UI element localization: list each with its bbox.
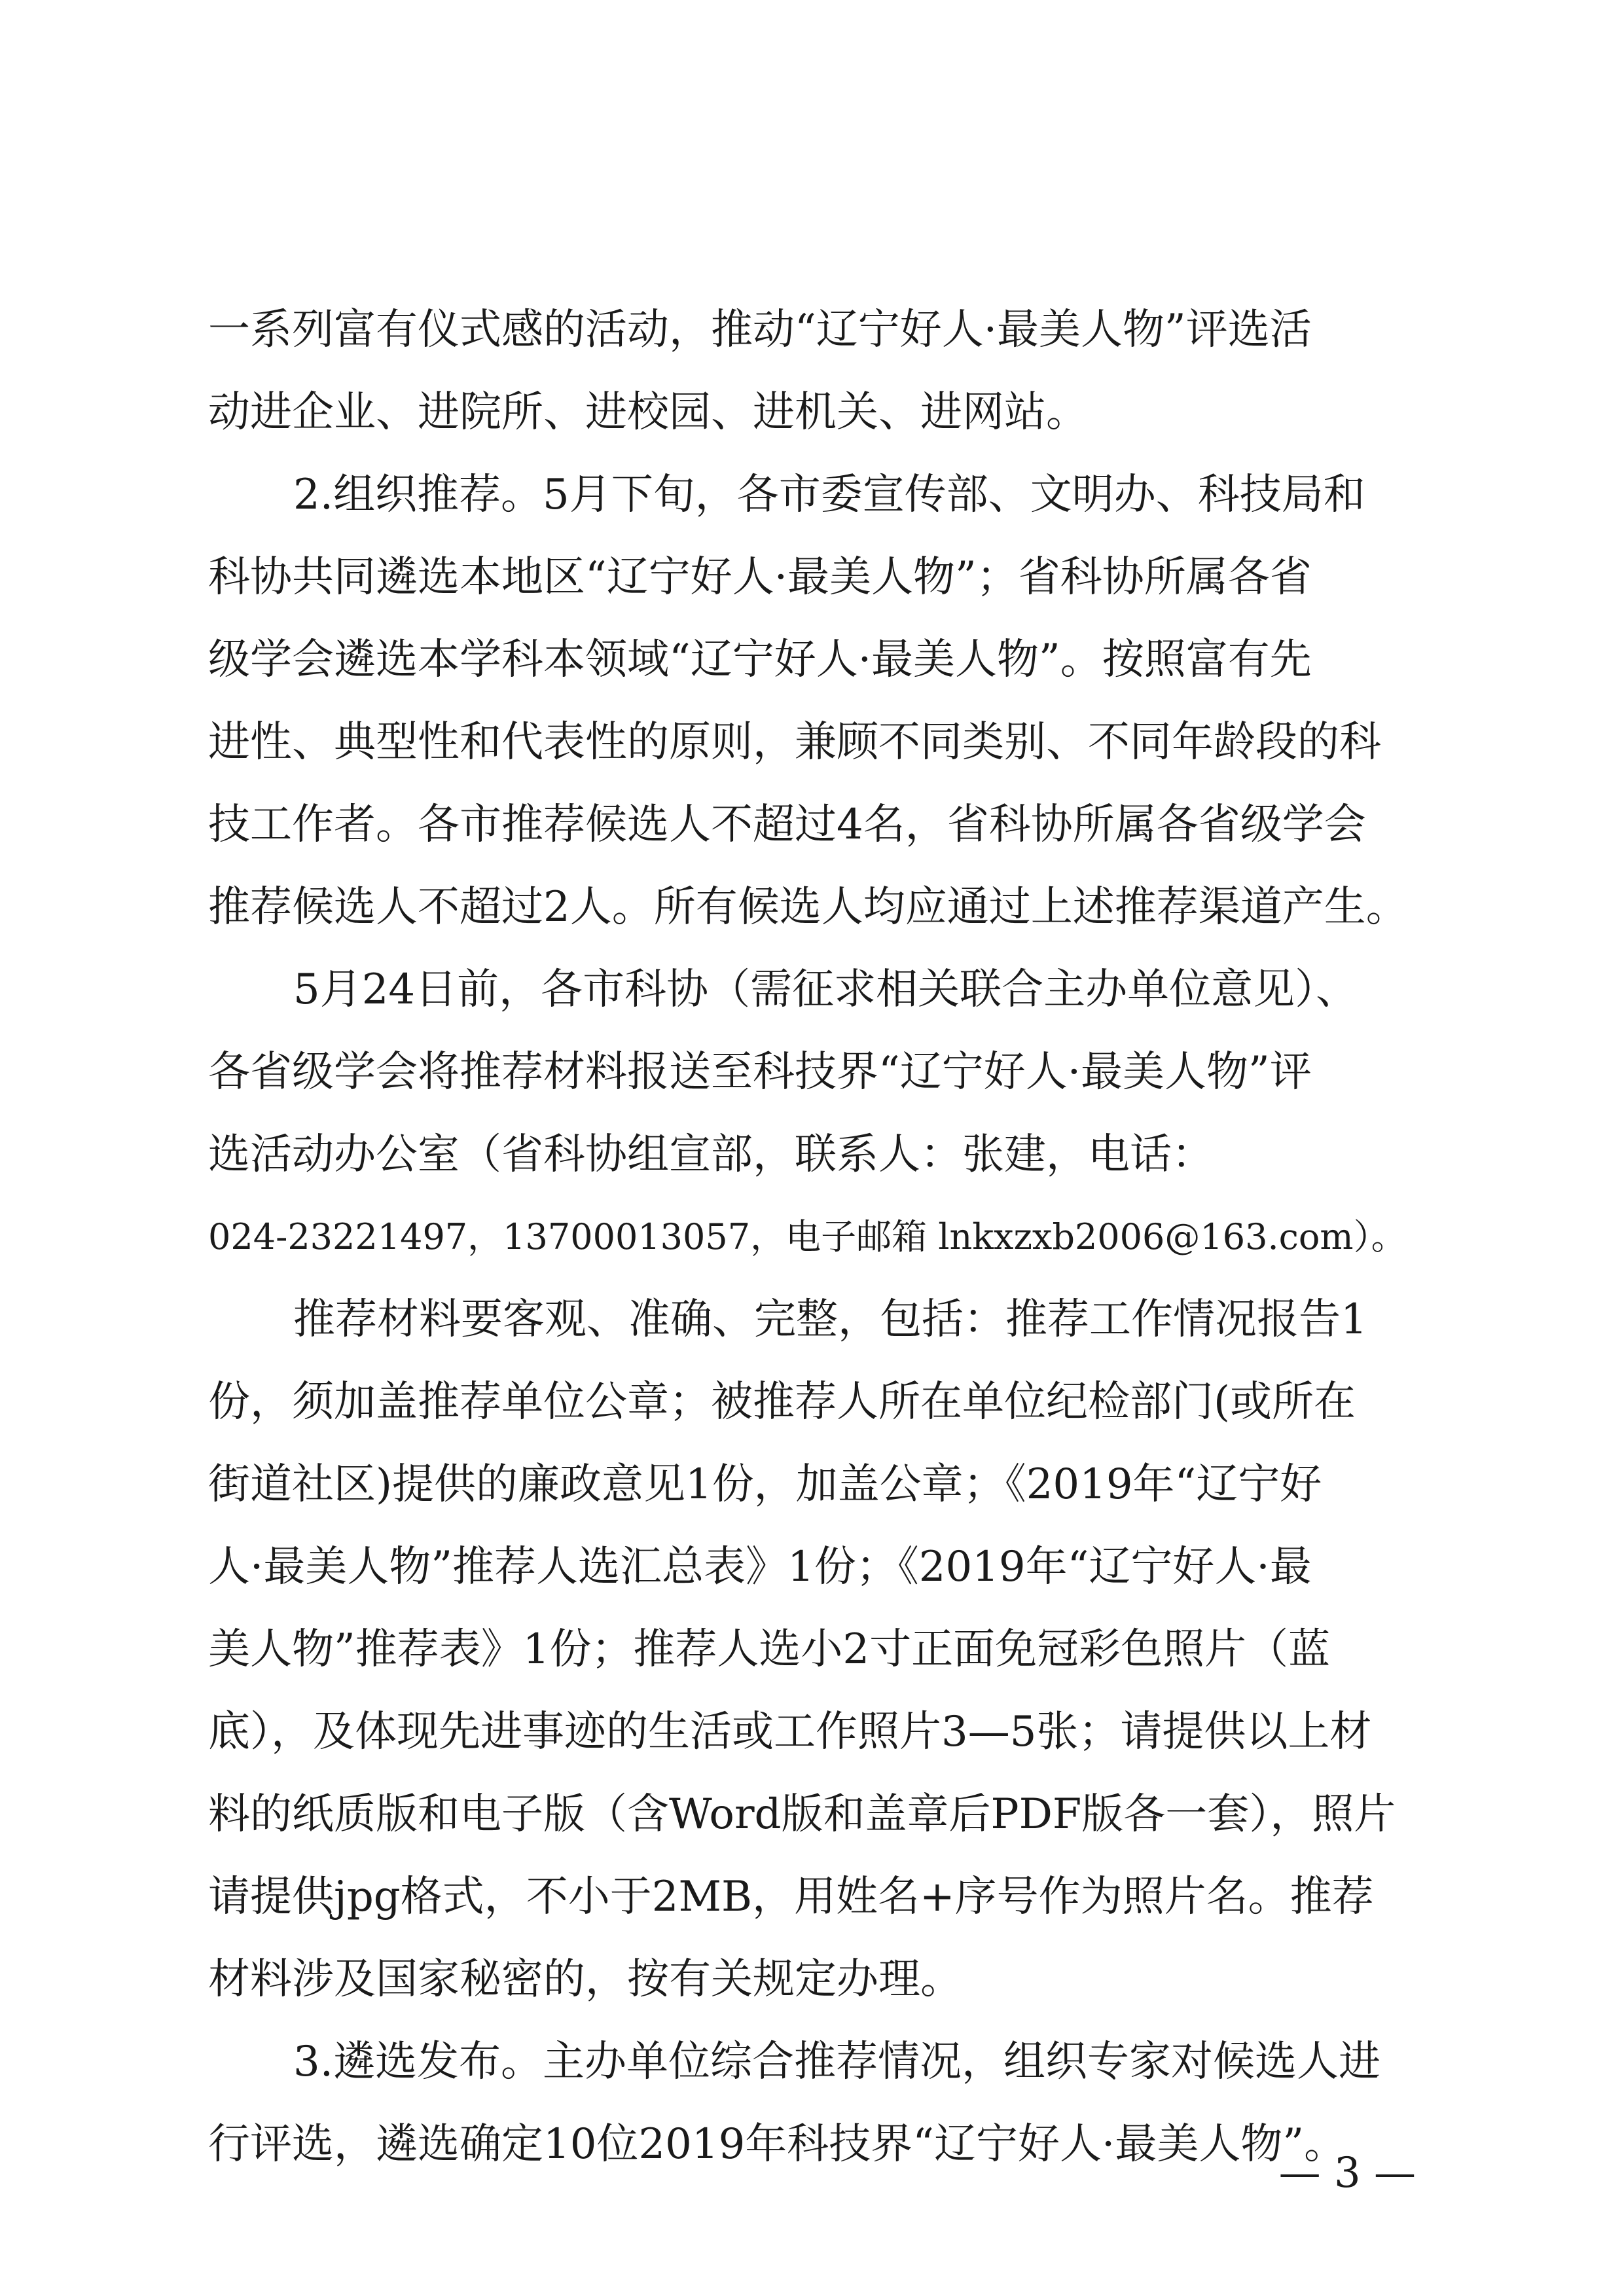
body-line: 推荐材料要客观、准确、完整，包括：推荐工作情况报告1 — [293, 1295, 1367, 1344]
body-line: 底），及体现先进事迹的生活或工作照片3—5张；请提供以上材 — [208, 1708, 1372, 1756]
body-line: 街道社区)提供的廉政意见1份，加盖公章；《2019年“辽宁好 — [208, 1460, 1322, 1509]
body-line: 5月24日前，各市科协（需征求相关联合主办单位意见）、 — [293, 965, 1358, 1014]
body-line: 各省级学会将推荐材料报送至科技界“辽宁好人·最美人物”评 — [208, 1048, 1312, 1096]
body-line: 行评选，遴选确定10位2019年科技界“辽宁好人·最美人物”。 — [208, 2120, 1346, 2169]
body-line: 科协共同遴选本地区“辽宁好人·最美人物”；省科协所属各省 — [208, 553, 1312, 602]
body-line: 2.组织推荐。5月下旬，各市委宣传部、文明办、科技局和 — [293, 471, 1365, 519]
body-line: 动进企业、进院所、进校园、进机关、进网站。 — [208, 388, 1088, 437]
body-line: 请提供jpg格式，不小于2MB，用姓名+序号作为照片名。推荐 — [208, 1873, 1374, 1921]
body-line: 技工作者。各市推荐候选人不超过4名，省科协所属各省级学会 — [208, 801, 1366, 849]
body-line: 美人物”推荐表》1份；推荐人选小2寸正面免冠彩色照片（蓝 — [208, 1625, 1331, 1674]
body-line: 推荐候选人不超过2人。所有候选人均应通过上述推荐渠道产生。 — [208, 883, 1408, 931]
body-line: 进性、典型性和代表性的原则，兼顾不同类别、不同年龄段的科 — [208, 718, 1381, 766]
body-line: 份，须加盖推荐单位公章；被推荐人所在单位纪检部门(或所在 — [208, 1378, 1356, 1426]
body-line: 024-23221497，13700013057，电子邮箱 lnkxzxb2006@163.com）。 — [208, 1216, 1407, 1257]
body-line: 一系列富有仪式感的活动，推动“辽宁好人·最美人物”评选活 — [208, 306, 1312, 354]
body-line: 3.遴选发布。主办单位综合推荐情况，组织专家对候选人进 — [293, 2038, 1381, 2086]
body-line: 人·最美人物”推荐人选汇总表》1份；《2019年“辽宁好人·最 — [208, 1543, 1312, 1591]
body-line: 材料涉及国家秘密的，按有关规定办理。 — [208, 1955, 962, 2004]
body-line: 料的纸质版和电子版（含Word版和盖章后PDF版各一套），照片 — [208, 1790, 1396, 1839]
body-line: 选活动办公室（省科协组宣部，联系人：张建，电话： — [208, 1130, 1214, 1179]
body-line: 级学会遴选本学科本领域“辽宁好人·最美人物”。按照富有先 — [208, 636, 1312, 684]
page-number: — 3 — — [1278, 2149, 1416, 2197]
